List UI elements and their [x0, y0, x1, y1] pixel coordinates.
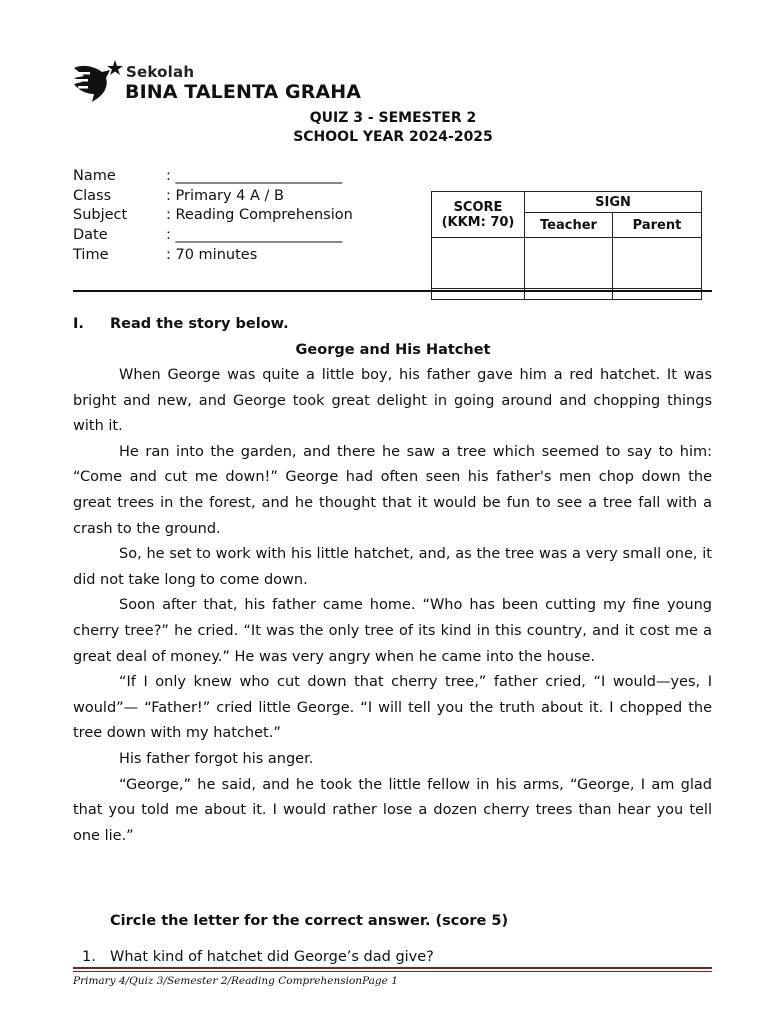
- parent-header: Parent: [613, 213, 702, 238]
- info-value: : 70 minutes: [166, 246, 258, 263]
- parent-sign-cell: [613, 238, 702, 289]
- school-name: BINA TALENTA GRAHA: [125, 81, 362, 103]
- story-paragraph: “If I only knew who cut down that cherry tree,” father cried, “I would—yes, I would”— “Father!” cried little George. “I will tell you the truth about it. I chopped the tree down with my hatchet.”: [73, 674, 712, 742]
- story-paragraph: So, he set to work with his little hatchet, and, as the tree was a very small one, it did not take long to come down.: [73, 546, 712, 588]
- info-row-date: [73, 226, 353, 246]
- info-value: : Reading Comprehension: [166, 207, 353, 224]
- info-value: : _______________________: [166, 227, 343, 244]
- score-sign-table: [431, 191, 702, 300]
- page-footer: Primary 4/Quiz 3/Semester 2/Reading ComprehensionPage 1: [73, 975, 398, 987]
- info-value: : _______________________: [166, 168, 343, 184]
- story-paragraph: “George,” he said, and he took the little fellow in his arms, “George, I am glad that you told me about it. I would rather lose a dozen cherry trees than hear you tell one lie.”: [73, 776, 712, 844]
- info-label: Name: [73, 168, 116, 184]
- info-value: : Primary 4 A / B: [166, 187, 284, 204]
- info-row-name: [73, 167, 353, 187]
- footer-rule: [73, 967, 712, 969]
- question-number: 1.: [82, 949, 96, 965]
- info-row-subject: [73, 206, 353, 226]
- story-paragraph: His father forgot his anger.: [119, 750, 314, 767]
- quiz-title: QUIZ 3 - SEMESTER 2: [309, 110, 477, 126]
- story-paragraph: Soon after that, his father came home. “Who has been cutting my fine young cherry tree?” he cried. “It was the only tree of its kind in this country, and it cost me a great deal of money.” He was very angry when he came into the house.: [73, 597, 712, 665]
- info-label: Subject: [73, 207, 128, 224]
- footer-rule-thin: [73, 971, 712, 972]
- story-paragraph: When George was quite a little boy, his father gave him a red hatchet. It was bright and new, and George took great delight in going around and chopping things with it.: [73, 367, 712, 435]
- section-heading: [73, 316, 289, 332]
- school-logo: [72, 58, 132, 102]
- school-year-title: SCHOOL YEAR 2024-2025: [293, 129, 493, 145]
- sign-header: SIGN: [525, 192, 702, 213]
- teacher-sign-cell: [525, 238, 613, 289]
- section-number: I.: [73, 316, 84, 332]
- question-item: [82, 949, 434, 965]
- story-title: George and His Hatchet: [295, 342, 491, 358]
- info-row-time: [73, 246, 353, 266]
- info-row-class: [73, 187, 353, 207]
- info-label: Class: [73, 187, 112, 204]
- question-instruction: Circle the letter for the correct answer. (score 5): [110, 913, 509, 929]
- school-label-small: Sekolah: [126, 63, 195, 81]
- question-text: What kind of hatchet did George’s dad give?: [110, 949, 434, 965]
- student-info: [73, 167, 353, 266]
- teacher-header: Teacher: [525, 213, 613, 238]
- story-paragraph: He ran into the garden, and there he saw a tree which seemed to say to him: “Come and cut me down!” George had often seen his father's men chop down the great trees in the forest, and he thought that it would be fun to see a tree fall with a crash to the ground.: [73, 443, 712, 537]
- info-label: Date: [73, 227, 108, 244]
- header-divider: [73, 290, 712, 292]
- info-label: Time: [73, 246, 109, 263]
- score-cell: [432, 238, 525, 289]
- story-body: [73, 363, 712, 849]
- section-heading-text: Read the story below.: [110, 316, 289, 332]
- score-header: SCORE (KKM: 70): [432, 192, 525, 238]
